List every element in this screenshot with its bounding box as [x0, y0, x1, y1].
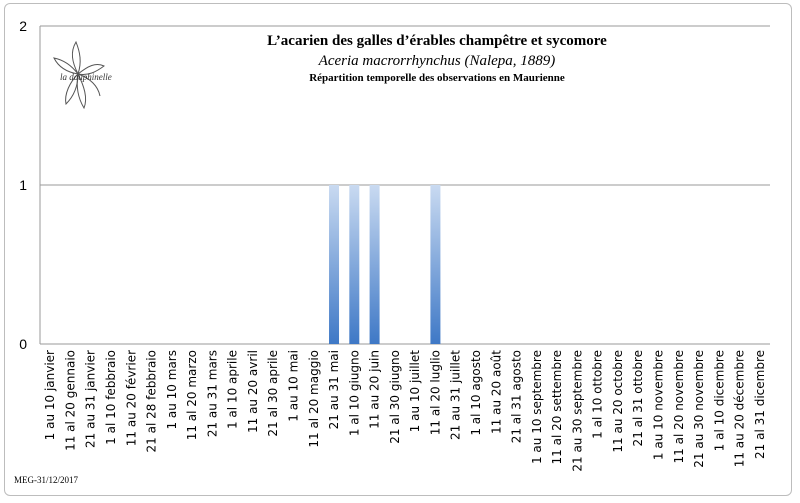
x-tick-label: 1 al 10 aprile [225, 350, 240, 429]
bar [329, 185, 339, 344]
x-tick-label: 21 au 31 juillet [448, 350, 463, 440]
x-tick-label: 1 au 10 mars [164, 350, 179, 430]
x-tick-label: 11 al 20 gennaio [63, 350, 78, 451]
bars [329, 185, 440, 344]
x-tick-label: 11 al 20 luglio [428, 349, 443, 436]
x-tick-label: 1 al 10 febbraio [103, 350, 118, 445]
x-tick-label: 11 al 20 settembre [550, 350, 565, 465]
x-tick-label: 21 al 28 febbraio [144, 350, 159, 453]
y-tick-label: 0 [19, 336, 27, 352]
x-tick-label: 21 au 31 mai [327, 350, 342, 430]
logo [54, 42, 112, 108]
x-tick-label: 11 al 20 maggio [306, 350, 321, 448]
x-tick-label: 21 au 30 septembre [570, 350, 585, 472]
x-tick-label: 11 au 20 octobre [610, 350, 625, 453]
y-tick-label: 2 [19, 18, 27, 34]
x-tick-label: 11 au 20 avril [245, 350, 260, 433]
y-axis-ticks [19, 18, 27, 352]
x-tick-label: 11 al 20 novembre [671, 350, 686, 464]
bar [430, 185, 440, 344]
chart-subtitle: Aceria macrorrhynchus (Nalepa, 1889) [318, 53, 556, 69]
x-tick-label: 1 al 10 dicembre [712, 350, 727, 452]
y-tick-label: 1 [19, 177, 27, 193]
x-tick-label: 1 al 10 ottobre [590, 350, 605, 439]
x-tick-label: 1 au 10 novembre [651, 350, 666, 461]
x-tick-label: 21 al 30 aprile [266, 350, 281, 437]
x-tick-label: 1 al 10 giugno [347, 350, 362, 437]
x-tick-label: 21 au 30 novembre [692, 350, 707, 468]
x-axis-ticks [43, 350, 767, 472]
chart-subtitle-2: Répartition temporelle des observations en Maurienne [309, 72, 565, 84]
x-tick-label: 21 au 31 mars [205, 350, 220, 438]
logo-text: la dauphinelle [60, 72, 112, 82]
x-tick-label: 1 au 10 janvier [43, 350, 58, 441]
bar [370, 185, 380, 344]
x-tick-label: 1 au 10 juillet [408, 350, 423, 433]
x-tick-label: 21 al 31 agosto [509, 350, 524, 444]
x-tick-label: 1 al 10 agosto [468, 350, 483, 436]
x-tick-label: 11 al 20 marzo [185, 350, 200, 441]
x-tick-label: 1 au 10 septembre [529, 350, 544, 465]
chart-title: L’acarien des galles d’érables champêtre et sycomore [267, 33, 607, 49]
x-tick-label: 21 al 30 giugno [387, 350, 402, 444]
x-tick-label: 11 au 20 août [489, 350, 504, 434]
x-tick-label: 1 au 10 mai [286, 350, 301, 422]
x-tick-label: 11 au 20 février [124, 350, 139, 447]
x-tick-label: 21 al 31 dicembre [752, 350, 767, 459]
bar [349, 185, 359, 344]
x-tick-label: 11 au 20 décembre [732, 350, 747, 468]
x-tick-label: 11 au 20 juin [367, 350, 382, 429]
x-tick-label: 21 au 31 janvier [83, 350, 98, 448]
x-tick-label: 21 al 31 ottobre [631, 350, 646, 447]
footer-credit: MEG-31/12/2017 [14, 475, 78, 485]
